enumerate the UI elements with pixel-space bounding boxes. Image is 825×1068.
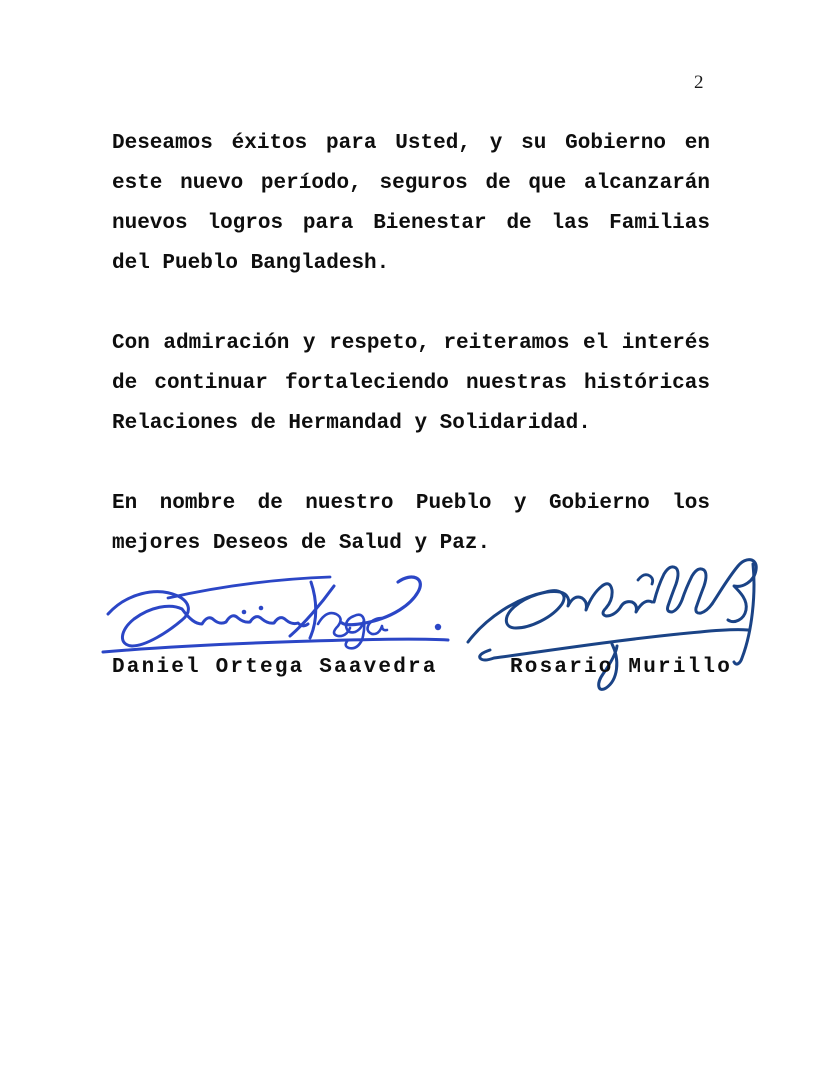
i-dot — [242, 610, 247, 615]
page-number: 2 — [694, 72, 704, 93]
i-dot — [259, 606, 264, 611]
body-line: este nuevo período, seguros de que alcanzarán — [112, 172, 710, 195]
body-line: Con admiración y respeto, reiteramos el interés — [112, 332, 710, 355]
body-line: mejores Deseos de Salud y Paz. — [112, 532, 491, 555]
body-line: Deseamos éxitos para Usted, y su Gobierno en — [112, 132, 710, 155]
body-line: de continuar fortaleciendo nuestras históricas — [112, 372, 710, 395]
paragraph — [112, 124, 710, 284]
paragraph — [112, 324, 710, 444]
body-line: nuevos logros para Bienestar de las Familias — [112, 212, 710, 235]
signer-name-daniel-ortega: Daniel Ortega Saavedra — [112, 656, 438, 679]
period-dot — [435, 624, 441, 630]
body-line: En nombre de nuestro Pueblo y Gobierno los — [112, 492, 710, 515]
body-line: Relaciones de Hermandad y Solidaridad. — [112, 412, 591, 435]
signer-name-rosario-murillo: Rosario Murillo — [510, 656, 733, 679]
letter-body — [112, 124, 710, 564]
body-line: del Pueblo Bangladesh. — [112, 252, 390, 275]
